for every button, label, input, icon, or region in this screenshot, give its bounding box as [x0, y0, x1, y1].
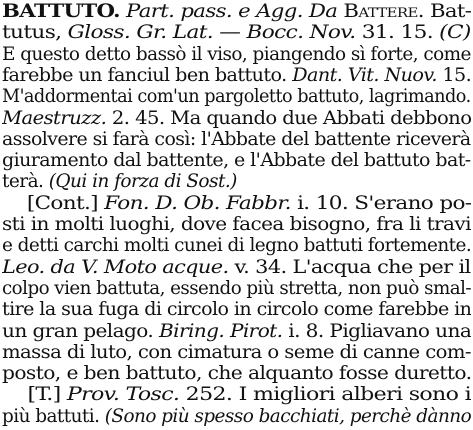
- entry-text: un gran pelago.: [2, 320, 159, 342]
- citation-text: Gloss. Gr. Lat.: [67, 22, 214, 44]
- entry-text: . Bat-: [417, 1, 472, 22]
- entry-line: [2, 278, 471, 300]
- entry-text: massa di luto, con cimatura o seme di canne com-: [2, 341, 471, 363]
- small-caps-text: Battere: [343, 1, 418, 22]
- entry-line: [2, 342, 471, 364]
- entry-text: 252. I migliori alberi sono i: [179, 384, 472, 406]
- entry-text: i. 10. S'erano po-: [290, 192, 472, 214]
- entry-line: [2, 363, 471, 385]
- entry-line: [2, 193, 471, 215]
- citation-text: Fon. D. Ob. Fabbr.: [104, 192, 291, 214]
- entry-text: [Cont.]: [2, 192, 105, 214]
- citation-text: Prov. Tosc.: [66, 384, 180, 406]
- entry-text: più battuti.: [2, 405, 105, 427]
- entry-text: i. 8. Pigliavano una: [282, 320, 471, 342]
- entry-text: e detti carchi molti cunei di legno battuti fortemente.: [2, 235, 472, 257]
- entry-text: farebbe un fanciul ben battuto.: [2, 64, 293, 86]
- entry-line: [2, 214, 471, 236]
- entry-text: assolvere si farà così: l'Abbate del battente riceverà: [2, 128, 471, 150]
- entry-line: [2, 321, 471, 343]
- citation-text: Part. pass. e Agg. Da: [119, 1, 344, 22]
- entry-text: —: [213, 22, 247, 44]
- entry-line: [2, 235, 471, 257]
- headword: BATTUTO.: [2, 1, 120, 22]
- entry-text: E questo detto bassò il viso, piangendo sì forte, come: [2, 43, 471, 65]
- citation-text: Maestruzz.: [2, 107, 107, 129]
- entry-line: [2, 384, 471, 406]
- entry-text: M'addormentai com'un pargoletto battuto, lagrimando.: [2, 86, 471, 108]
- citation-text: Dant. Vit. Nuov.: [292, 64, 437, 86]
- entry-text: 15.: [436, 64, 471, 86]
- citation-text: (Qui in forza di Sost.): [48, 171, 237, 193]
- entry-text: giuramento dal battente, e l'Abbate del battuto bat-: [2, 150, 471, 172]
- entry-line: [2, 22, 471, 44]
- entry-line: [2, 44, 471, 66]
- entry-line: [2, 129, 471, 151]
- entry-line: [2, 150, 471, 172]
- entry-text: 31. 15.: [355, 22, 440, 44]
- entry-line: [2, 1, 471, 23]
- citation-text: Biring. Pirot.: [158, 320, 283, 342]
- entry-text: tutus,: [2, 22, 68, 44]
- citation-text: (Sono più spesso bacchiati, perchè dànno: [104, 405, 472, 427]
- entry-text: 2. 45. Ma quando due Abbati debbono: [106, 107, 472, 129]
- entry-text: [T.]: [2, 384, 67, 406]
- citation-text: Bocc. Nov.: [246, 22, 356, 44]
- entry-line: [2, 108, 471, 130]
- entry-text: v. 34. L'acqua che per il: [228, 256, 471, 278]
- entry-line: [2, 299, 471, 321]
- entry-text: tire la sua fuga di circolo in circolo come farebbe in: [2, 299, 471, 321]
- entry-line: [2, 171, 237, 193]
- entry-line: [2, 86, 471, 108]
- entry-text: colpo vien battuta, essendo più stretta, non può smal-: [2, 277, 472, 299]
- citation-text: (C): [439, 22, 471, 44]
- entry-text: sti in molti luoghi, dove facea bisogno, fra li travi: [2, 214, 471, 235]
- entry-line: [2, 65, 471, 87]
- entry-text: posto, e ben battuto, che alquanto fosse duretto.: [2, 363, 471, 385]
- entry-line: [2, 406, 471, 428]
- entry-line: [2, 257, 471, 279]
- entry-text: terà.: [2, 171, 49, 193]
- citation-text: Leo. da V. Moto acque.: [2, 256, 229, 278]
